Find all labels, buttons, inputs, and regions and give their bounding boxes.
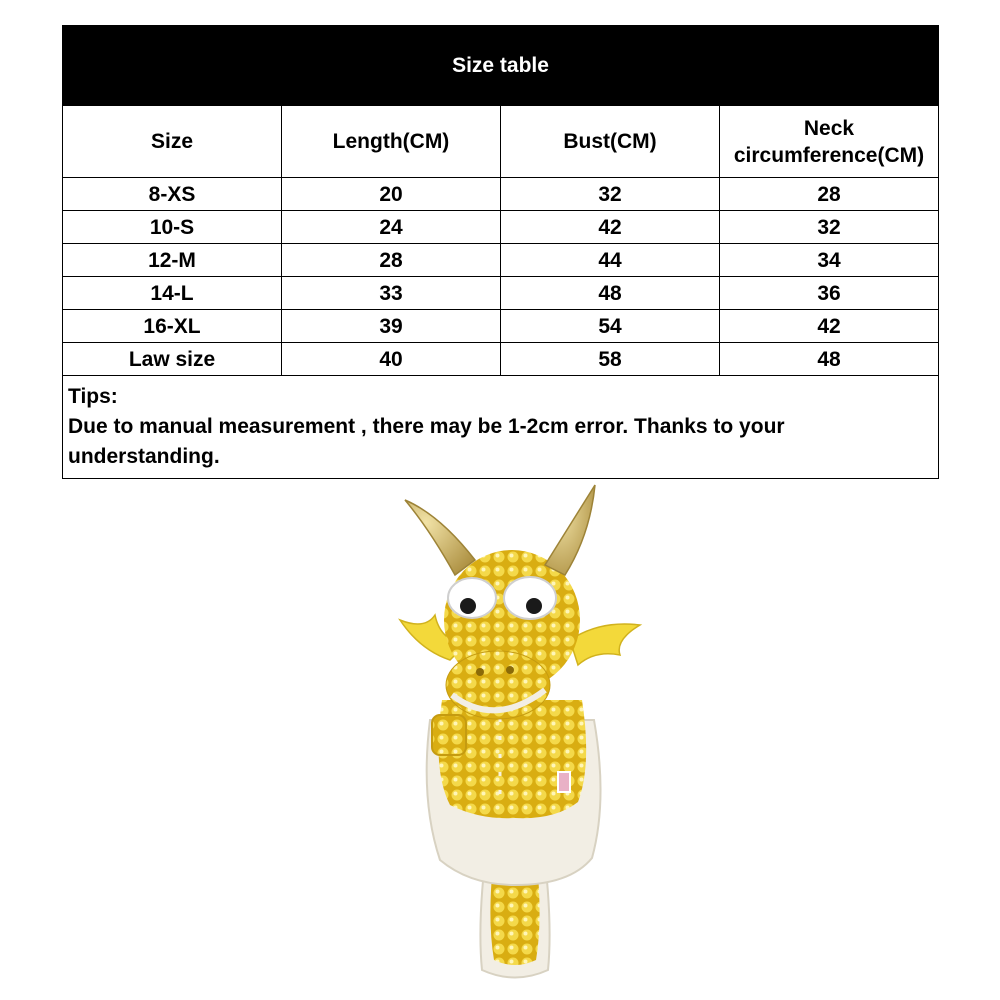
table-cell: 28 (282, 244, 501, 277)
table-cell: 28 (720, 178, 939, 211)
column-header: Length(CM) (282, 106, 501, 178)
table-cell: 20 (282, 178, 501, 211)
table-row (63, 277, 939, 310)
table-row (63, 178, 939, 211)
table-cell: 34 (720, 244, 939, 277)
column-header: Neck circumference(CM) (720, 106, 939, 178)
table-row (63, 310, 939, 343)
tips-label: Tips: (68, 385, 118, 408)
table-cell: 44 (501, 244, 720, 277)
table-cell: 14-L (63, 277, 282, 310)
size-table (62, 25, 939, 479)
table-cell: 12-M (63, 244, 282, 277)
tips-text: Due to manual measurement , there may be 1-2cm error. Thanks to your understanding. (68, 415, 785, 468)
table-row (63, 244, 939, 277)
table-cell: 24 (282, 211, 501, 244)
table-cell: 54 (501, 310, 720, 343)
table-cell: 36 (720, 277, 939, 310)
table-cell: 32 (501, 178, 720, 211)
table-cell: 48 (720, 343, 939, 376)
table-cell: Law size (63, 343, 282, 376)
table-cell: 42 (501, 211, 720, 244)
table-cell: 10-S (63, 211, 282, 244)
table-cell: 39 (282, 310, 501, 343)
table-row (63, 343, 939, 376)
table-cell: 48 (501, 277, 720, 310)
dragon-costume-image (380, 480, 650, 990)
table-cell: 58 (501, 343, 720, 376)
header-row (63, 106, 939, 178)
table-title: Size table (63, 26, 939, 106)
table-cell: 32 (720, 211, 939, 244)
table-cell: 42 (720, 310, 939, 343)
column-header: Size (63, 106, 282, 178)
table-row (63, 211, 939, 244)
tips-cell (63, 376, 939, 479)
table-cell: 16-XL (63, 310, 282, 343)
table-cell: 8-XS (63, 178, 282, 211)
column-header: Bust(CM) (501, 106, 720, 178)
table-cell: 40 (282, 343, 501, 376)
table-cell: 33 (282, 277, 501, 310)
